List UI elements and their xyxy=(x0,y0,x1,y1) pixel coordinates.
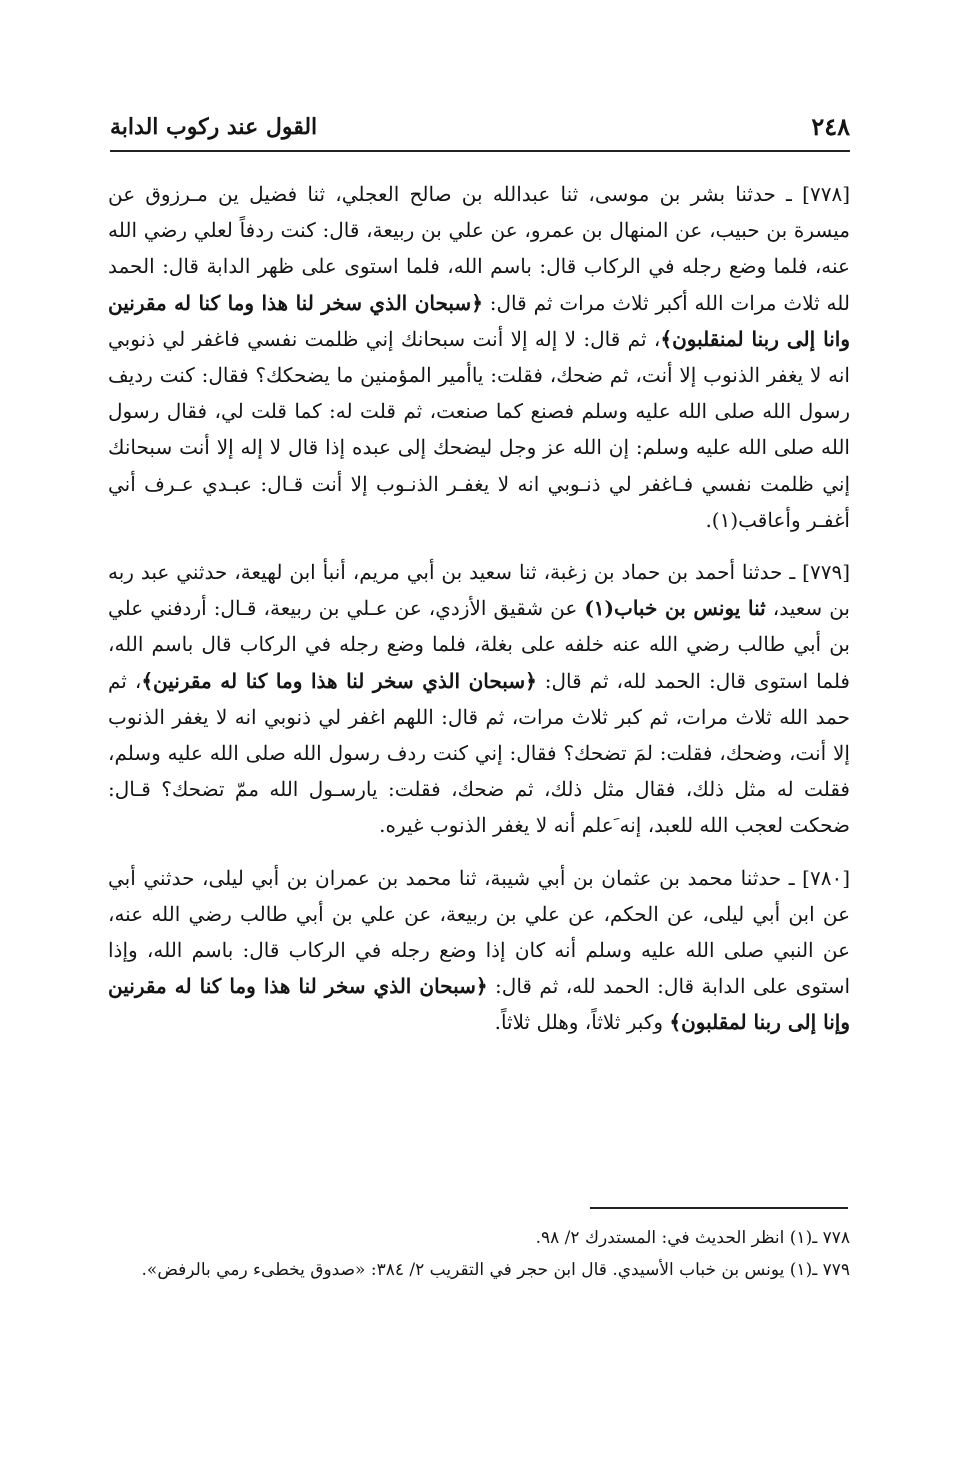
hadith-number: [٧٨٠] xyxy=(802,865,850,890)
footnote-divider xyxy=(590,1207,848,1209)
footnote-779: ٧٧٩ ـ(١) يونس بن خباب الأسيدي. قال ابن حجر في التقريب ٢/ ٣٨٤: «صدوق يخطىء رمي بالرفض». xyxy=(141,1260,850,1280)
narrator-highlight: ثنا يونس بن خباب(١) xyxy=(584,596,766,621)
hadith-text: ، ثم حمد الله ثلاث مرات، ثم كبر ثلاث مرات، ثم قال: اللهم اغفر لي ذنوبي انه لا يغفر الذنوب إلا أنت، وضحك، فقلت: لمَ تضحك؟ فقال: إني كنت ردف رسول الله صلى الله عليه وسلم، فقلت له مثل ذلك، فقال مثل ذلك، ثم ضحك، فقلت: يارسـول الله ممّ تضحك؟ قـال: ضحكت لعجب الله للعبد، إنه َعلم أنه لا يغفر الذنوب غيره. xyxy=(108,668,850,838)
hadith-text: ـ حدثنا أحمد بن حماد بن زغبة، ثنا سعيد بن أبي مريم، أنبأ ابن لهيعة، حدثني عبد ربه بن سعيد، xyxy=(108,560,851,621)
hadith-text: ـ حدثنا بشر بن موسى، ثنا عبدالله بن صالح العجلي، ثنا فضيل ين مـرزوق عن ميسرة بن حبيب، عن المنهال بن عمرو، عن علي بن ربيعة، قال: كنت ردفاً لعلي رضي الله عنه، فلما وضع رجله في الركاب قال: باسم الله، فلما استوى على ظهر الدابة قال: الحمد لله ثلاث مرات الله أكبر ثلاث مرات ثم قال: xyxy=(108,182,850,315)
hadith-number: [٧٧٨] xyxy=(802,182,850,206)
hadith-780 xyxy=(108,860,850,1041)
quran-verse: ﴿سبحان الذي سخر لنا هذا وما كنا له مقرنين وإنا إلى ربنا لمقلبون﴾ xyxy=(108,974,850,1035)
running-title: القول عند ركوب الدابة xyxy=(110,114,318,140)
footnote-778: ٧٧٨ ـ(١) انظر الحديث في: المستدرك ٢/ ٩٨. xyxy=(535,1228,850,1248)
hadith-text: وكبر ثلاثاً، وهلل ثلاثاً. xyxy=(494,1010,670,1035)
hadith-text: ، ثم قال: لا إله إلا أنت سبحانك إني ظلمت نفسي فاغفر لي ذنوبي انه لا يغفر الذنوب إلا أنت، ثم ضحك، فقلت: ياأمير المؤمنين ما يضحكك؟ فقال: كنت رديف رسول الله صلى الله عليه وسلم فصنع كما صنعت، ثم قلت له: كما قلت لي، فقال رسول الله صلى الله عليه وسلم: إن الله عز وجل ليضحك إلى عبده إذا قال لا إله إلا أنت سبحانك إني ظلمت نفسي فـاغفر لي ذنـوبي انه لا يغفـر الذنـوب إلا أنت قـال: عبـدي عـرف أني أغفـر وأعاقب(١). xyxy=(108,326,850,532)
hadith-text: عن شقيق الأزدي، عن عـلي بن ربيعة، قـال: أردفني علي بن أبي طالب رضي الله عنه خلفه على بغلة، فلما وضع رجله في الركاب قال باسم الله، فلما استوى قال: الحمد لله، ثم قال: xyxy=(108,596,850,693)
hadith-778 xyxy=(108,176,850,538)
quran-verse: ﴿سبحان الذي سخر لنا هذا وما كنا له مقرنين﴾ xyxy=(141,668,537,693)
hadith-779 xyxy=(108,554,850,844)
footnotes xyxy=(108,1222,850,1286)
main-text xyxy=(108,176,850,1057)
hadith-text: ـ حدثنا محمد بن عثمان بن أبي شيبة، ثنا محمد بن عمران بن أبي ليلى، حدثني أبي عن ابن أبي ليلى، عن الحكم، عن علي بن ربيعة، عن علي بن أبي طالب رضي الله عنه، عن النبي صلى الله عليه وسلم أنه كان إذا وضع رجله في الركاب قال: باسم الله، وإذا استوى على الدابة قال: الحمد لله، ثم قال: xyxy=(108,865,851,999)
quran-verse: ﴿سبحان الذي سخر لنا هذا وما كنا له مقرنين وانا إلى ربنا لمنقلبون﴾ xyxy=(108,290,851,351)
header-divider xyxy=(110,150,850,152)
page-number: ٢٤٨ xyxy=(811,112,850,141)
page-header xyxy=(110,112,850,152)
hadith-number: [٧٧٩] xyxy=(802,560,850,585)
